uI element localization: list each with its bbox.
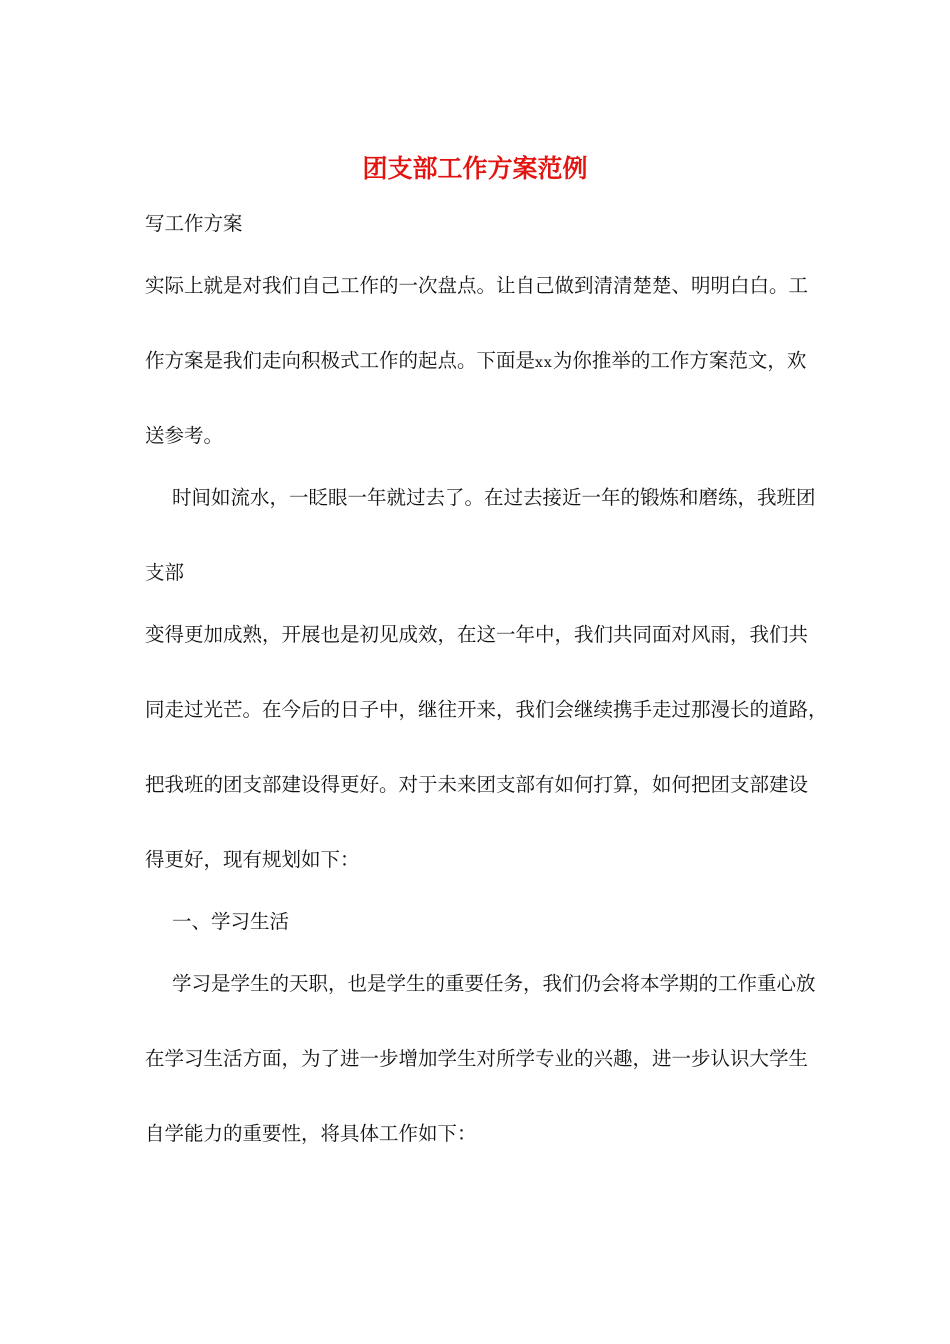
paragraph-line: 同走过光芒。在今后的日子中，继往开来，我们会继续携手走过那漫长的道路， [145,698,828,721]
placeholder-text: xx [535,355,553,371]
paragraph-line: 得更好，现有规划如下： [145,848,360,871]
paragraph-line: 学习是学生的天职，也是学生的重要任务，我们仍会将本学期的工作重心放 [172,972,816,995]
paragraph-line: 实际上就是对我们自己工作的一次盘点。让自己做到清清楚楚、明明白白。工 [145,274,809,297]
paragraph-text: 作方案是我们走向积极式工作的起点。下面是 [145,349,536,372]
paragraph-line: 变得更加成熟，开展也是初见成效，在这一年中，我们共同面对风雨，我们共 [145,623,809,646]
paragraph-text: 为你推举的工作方案范文，欢 [552,349,807,372]
paragraph-line: 送参考。 [145,424,224,447]
paragraph-line: 支部 [145,561,185,584]
section-heading: 一、学习生活 [172,910,290,933]
paragraph-line: 时间如流水，一眨眼一年就过去了。在过去接近一年的锻炼和磨练，我班团 [172,486,816,509]
intro-heading: 写工作方案 [145,212,243,235]
paragraph-line [145,347,806,377]
paragraph-line: 自学能力的重要性，将具体工作如下： [145,1122,477,1145]
paragraph-line: 把我班的团支部建设得更好。对于未来团支部有如何打算，如何把团支部建设 [145,773,809,796]
paragraph-line: 在学习生活方面，为了进一步增加学生对所学专业的兴趣，进一步认识大学生 [145,1047,809,1070]
document-title: 团支部工作方案范例 [362,154,588,183]
